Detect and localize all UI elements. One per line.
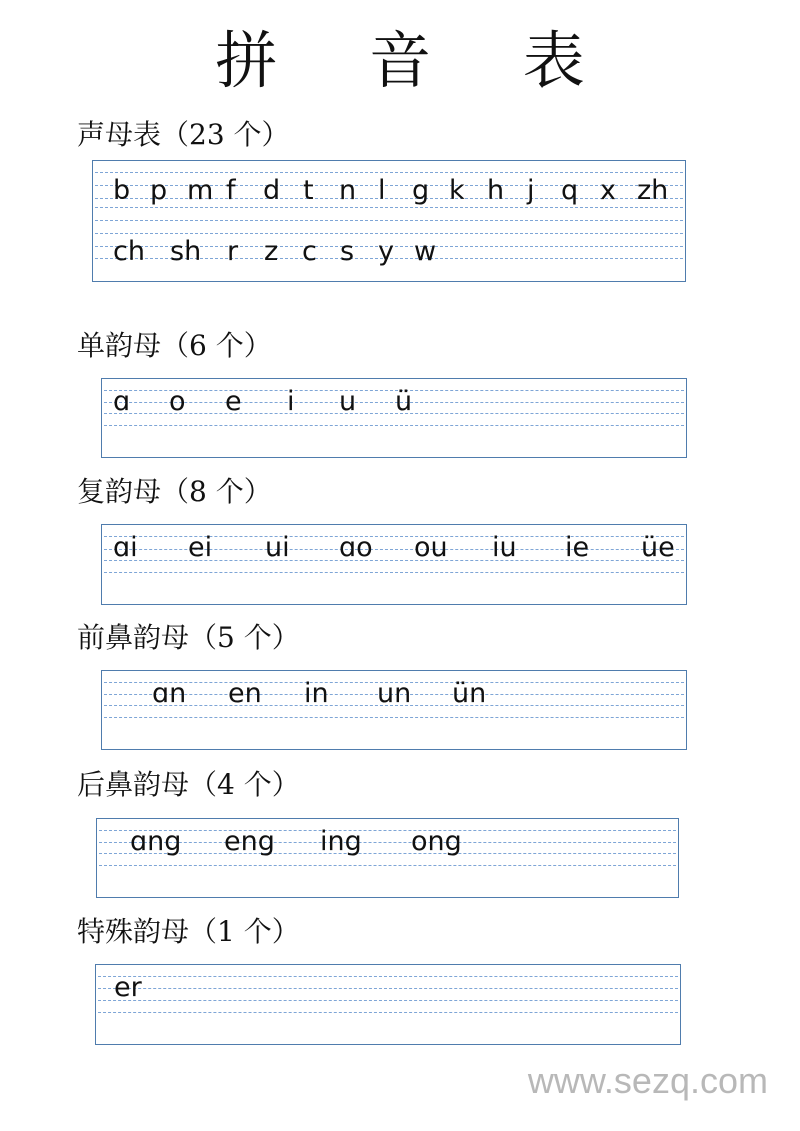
pinyin-item: en	[228, 678, 262, 709]
pinyin-item: ong	[411, 826, 462, 857]
pinyin-item: w	[414, 236, 437, 267]
pinyin-item: ɑo	[339, 532, 373, 563]
pinyin-item: sh	[170, 236, 202, 267]
pinyin-item: zh	[637, 175, 669, 206]
front-nasal-finals-box	[101, 670, 687, 750]
compound-finals-box	[101, 524, 687, 605]
section-heading-back-nasal-finals: 后鼻韵母（4 个）	[77, 768, 300, 801]
pinyin-item: c	[302, 236, 317, 267]
pinyin-item: z	[264, 236, 279, 267]
pinyin-item: o	[169, 386, 186, 417]
pinyin-item: ei	[188, 532, 213, 563]
pinyin-item: ou	[414, 532, 448, 563]
pinyin-item: ui	[265, 532, 290, 563]
pinyin-item: e	[225, 386, 242, 417]
section-heading-initials: 声母表（23 个）	[77, 118, 290, 151]
pinyin-item: ɑi	[113, 532, 138, 563]
special-finals-box	[95, 964, 681, 1045]
pinyin-item: x	[600, 175, 616, 206]
pinyin-item: r	[227, 236, 239, 267]
pinyin-item: t	[303, 175, 314, 206]
pinyin-item: f	[226, 175, 236, 206]
pinyin-item: j	[527, 175, 535, 206]
pinyin-item: q	[561, 175, 579, 206]
pinyin-item: un	[377, 678, 412, 709]
pinyin-item: ü	[395, 386, 413, 417]
page-title: 拼 音 表	[215, 24, 621, 97]
pinyin-item: y	[378, 236, 394, 267]
pinyin-item: h	[487, 175, 505, 206]
pinyin-item: m	[187, 175, 214, 206]
back-nasal-finals-box	[96, 818, 679, 898]
pinyin-item: er	[114, 972, 142, 1003]
pinyin-item: ɑng	[130, 826, 182, 857]
pinyin-item: b	[113, 175, 131, 206]
pinyin-item: g	[412, 175, 430, 206]
pinyin-item: ün	[452, 678, 487, 709]
pinyin-item: ɑn	[152, 678, 187, 709]
pinyin-item: l	[378, 175, 386, 206]
pinyin-item: üe	[641, 532, 675, 563]
pinyin-item: ie	[565, 532, 590, 563]
section-heading-compound-finals: 复韵母（8 个）	[77, 475, 272, 508]
section-heading-simple-finals: 单韵母（6 个）	[77, 329, 272, 362]
pinyin-item: s	[340, 236, 355, 267]
pinyin-item: u	[339, 386, 357, 417]
pinyin-item: ing	[320, 826, 362, 857]
initials-box	[92, 160, 686, 282]
pinyin-item: in	[304, 678, 329, 709]
pinyin-item: k	[449, 175, 465, 206]
pinyin-item: p	[150, 175, 168, 206]
pinyin-item: ch	[113, 236, 145, 267]
simple-finals-box	[101, 378, 687, 458]
pinyin-item: d	[263, 175, 281, 206]
pinyin-item: ɑ	[113, 386, 131, 417]
pinyin-item: eng	[224, 826, 275, 857]
pinyin-item: i	[287, 386, 295, 417]
pinyin-item: iu	[492, 532, 517, 563]
section-heading-front-nasal-finals: 前鼻韵母（5 个）	[77, 621, 300, 654]
section-heading-special-finals: 特殊韵母（1 个）	[77, 915, 300, 948]
watermark: www.sezq.com	[527, 1060, 768, 1101]
pinyin-item: n	[339, 175, 357, 206]
